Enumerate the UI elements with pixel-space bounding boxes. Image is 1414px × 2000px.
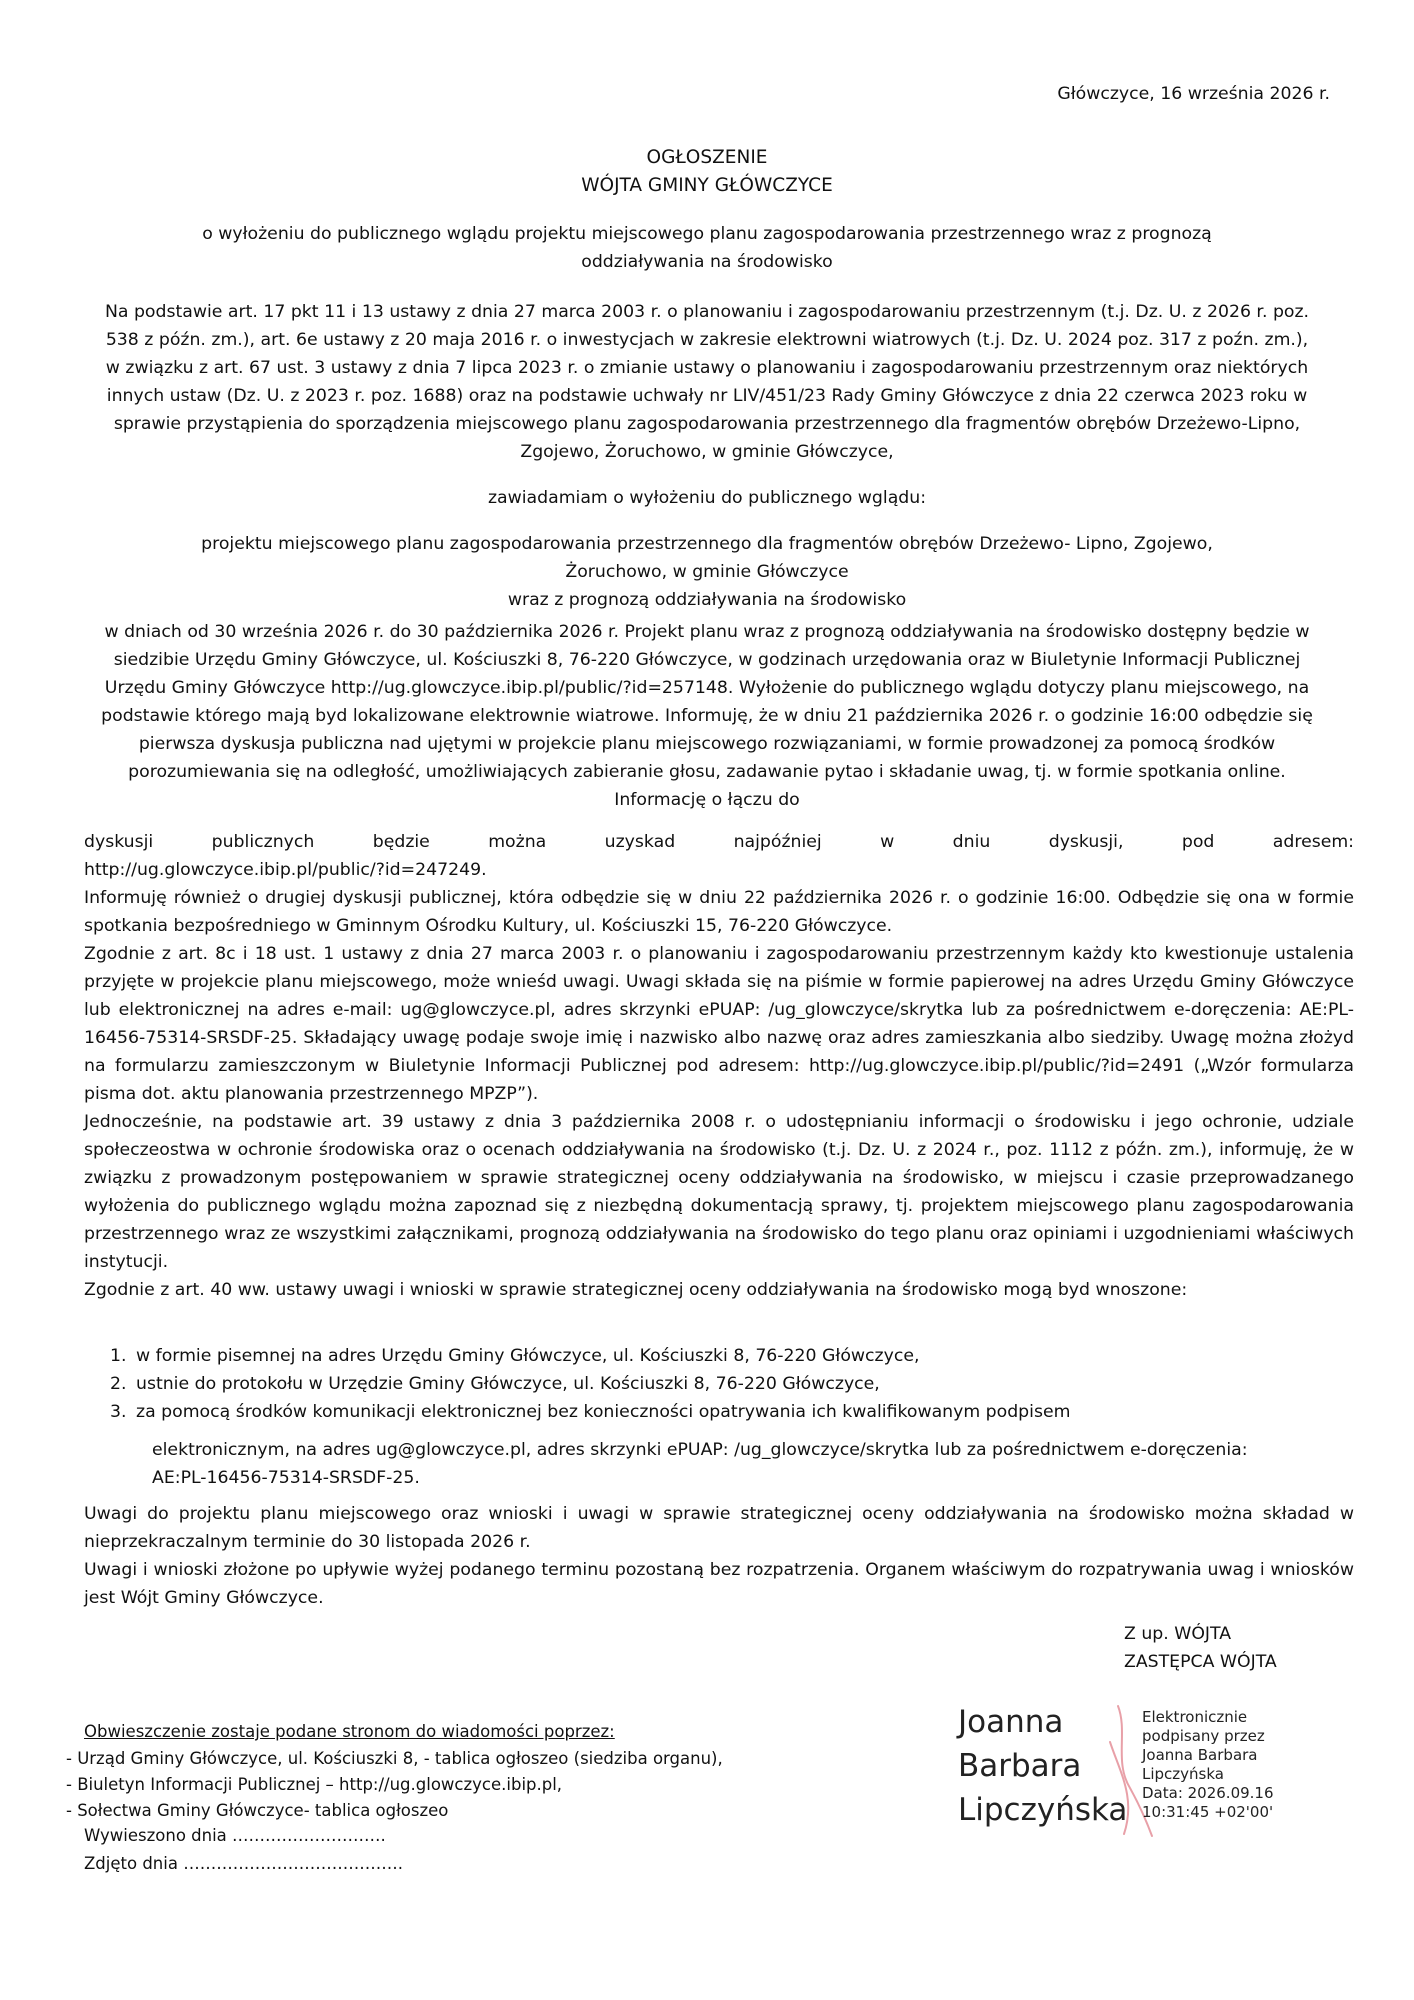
list-item: 2. ustnie do protokołu w Urzędzie Gminy Główczyce, ul. Kościuszki 8, 76-220 Główczyce, (132, 1370, 1272, 1398)
notice-heading: Obwieszczenie zostaje podane stronom do wiadomości poprzez: (84, 1722, 615, 1741)
sig-info-line: podpisany przez (1142, 1727, 1265, 1745)
removed-date-line: Zdjęto dnia …………………………………. (84, 1854, 403, 1873)
signer-name-line-2: Barbara (958, 1748, 1082, 1784)
notice-list (66, 1746, 723, 1824)
late-submission-paragraph: Uwagi i wnioski złożone po upływie wyżej podanego terminu pozostaną bez rozpatrzenia. Organem właściwym do rozpatrywania uwag i wniosków jest Wójt Gminy Główczyce. (84, 1560, 1354, 1608)
art40-paragraph: Zgodnie z art. 40 ww. ustawy uwagi i wnioski w sprawie strategicznej oceny oddziaływania na środowisko mogą byd wnoszone: (84, 1280, 1188, 1300)
dates-paragraph: w dniach od 30 września 2026 r. do 30 października 2026 r. Projekt planu wraz z prognozą oddziaływania na środowisko dostępny będzie w siedzibie Urzędu Gminy Główczyce, ul. Kościuszki 8, 76-220 Główczyce, w godzinach urzędowania oraz w Biuletynie Informacji Publicznej Urzędu Gminy Główczyce http://ug.glowczyce.ibip.pl/public/?id=257148. Wyłożenie do publicznego wglądu dotyczy planu miejscowego, na podstawie którego mają byd lokalizowane elektrownie wiatrowe. Informuję, że w dniu 21 października 2026 r. o godzinie 16:00 odbędzie się pierwsza dyskusja publiczna nad ujętymi w projekcie planu miejscowego rozwiązaniami, w formie prowadzonej za pomocą środków porozumiewania się na odległość, umożliwiających zabieranie głosu, zadawanie pytao i składanie uwag, tj. w formie spotkania online. Informację o łączu do (101, 622, 1313, 810)
project-line-2: Żoruchowo, w gminie Główczyce (565, 562, 849, 582)
project-name (130, 530, 1284, 614)
environment-paragraph: Jednocześnie, na podstawie art. 39 ustawy z dnia 3 października 2008 r. o udostępnianiu informacji o środowisku i jego ochronie, udziale społeczeostwa w ochronie środowiska oraz o ocenach oddziaływania na środowisko (t.j. Dz. U. z 2024 r., poz. 1112 z późn. zm.), informuję, że w związku z prowadzonym postępowaniem w sprawie strategicznej oceny oddziaływania na środowisko, w miejscu i czasie przeprowadzanego wyłożenia do publicznego wglądu można zapoznad się z niezbędną dokumentacją sprawy, tj. projektem miejscowego planu zagospodarowania przestrzennego wraz ze wszystkimi załącznikami, prognozą oddziaływania na środowisko do tego planu oraz opiniami i uzgodnieniami właściwych instytucji. (84, 1112, 1354, 1272)
submission-methods-list (104, 1342, 1272, 1426)
announcement-title (200, 144, 1214, 200)
list-item: - Biuletyn Informacji Publicznej – http://ug.glowczyce.ibip.pl, (66, 1775, 563, 1794)
deadline-paragraph: Uwagi do projektu planu miejscowego oraz wnioski i uwagi w sprawie strategicznej oceny oddziaływania na środowisko można składad w nieprzekraczalnym terminie do 30 listopada 2026 r. (84, 1504, 1354, 1552)
announcement-subtitle: o wyłożeniu do publicznego wglądu projektu miejscowego planu zagospodarowania przestrzennego wraz z prognozą oddziaływania na środowisko (202, 224, 1212, 272)
list-item: - Urząd Gminy Główczyce, ul. Kościuszki 8, - tablica ogłoszeo (siedziba organu), (66, 1749, 723, 1768)
posting-record (84, 1822, 403, 1878)
online-info-url: http://ug.glowczyce.ibip.pl/public/?id=247249. (84, 860, 487, 880)
role-line-2: ZASTĘPCA WÓJTA (1124, 1652, 1277, 1672)
digital-signature-info (1142, 1708, 1352, 1822)
title-line-2: WÓJTA GMINY GŁÓWCZYCE (581, 175, 833, 196)
title-line-1: OGŁOSZENIE (646, 147, 768, 168)
sig-info-line: 10:31:45 +02'00' (1142, 1803, 1274, 1821)
notification-line: zawiadamiam o wyłożeniu do publicznego wglądu: (487, 488, 927, 508)
closing-text (84, 1500, 1354, 1612)
list-item: 3. za pomocą środków komunikacji elektronicznej bez konieczności opatrywania ich kwalifikowanym podpisem (132, 1398, 1272, 1426)
role-line-1: Z up. WÓJTA (1124, 1624, 1232, 1644)
list-item: - Sołectwa Gminy Główczyce- tablica ogłoszeo (66, 1801, 449, 1820)
submission-method-continuation: elektronicznym, na adres ug@glowczyce.pl, adres skrzynki ePUAP: /ug_glowczyce/skrytka lub za pośrednictwem e-doręczenia: AE:PL-16456-75314-SRSDF-25. (152, 1440, 1248, 1488)
posted-date-line: Wywieszono dnia ………………………. (84, 1826, 386, 1845)
online-info-first-line: dyskusji publicznych będzie można uzyskad najpóźniej w dniu dyskusji, pod adresem: (84, 832, 1354, 852)
sig-info-line: Data: 2026.09.16 (1142, 1784, 1274, 1802)
body-text (84, 828, 1354, 1304)
signer-name-line-1: Joanna (958, 1704, 1064, 1740)
second-discussion-paragraph: Informuję również o drugiej dyskusji publicznej, która odbędzie się w dniu 22 października 2026 r. o godzinie 16:00. Odbędzie się ona w formie spotkania bezpośredniego w Gminnym Ośrodku Kultury, ul. Kościuszki 15, 76-220 Główczyce. (84, 888, 1354, 936)
signer-name-line-3: Lipczyńska (958, 1792, 1128, 1828)
project-line-1: projektu miejscowego planu zagospodarowania przestrzennego dla fragmentów obrębów Drzeżewo- Lipno, Zgojewo, (201, 534, 1213, 554)
project-line-3: wraz z prognozą oddziaływania na środowisko (507, 590, 907, 610)
sig-info-line: Lipczyńska (1142, 1765, 1224, 1783)
list-item: 1. w formie pisemnej na adres Urzędu Gminy Główczyce, ul. Kościuszki 8, 76-220 Główczyce, (132, 1342, 1272, 1370)
sig-info-line: Elektronicznie (1142, 1708, 1248, 1726)
date-line: Główczyce, 16 września 2026 r. (1057, 84, 1330, 104)
remarks-paragraph: Zgodnie z art. 8c i 18 ust. 1 ustawy z dnia 27 marca 2003 r. o planowaniu i zagospodarowaniu przestrzennym każdy kto kwestionuje ustalenia przyjęte w projekcie planu miejscowego, może wnieśd uwagi. Uwagi składa się na piśmie w formie papierowej na adres Urzędu Gminy Główczyce lub elektronicznej na adres e-mail: ug@glowczyce.pl, adres skrzynki ePUAP: /ug_glowczyce/skrytka lub za pośrednictwem e-doręczenia: AE:PL-16456-75314-SRSDF-25. Składający uwagę podaje swoje imię i nazwisko albo nazwę oraz adres zamieszkania albo siedziby. Uwagę można złożyd na formularzu zamieszczonym w Biuletynie Informacji Publicznej pod adresem: http://ug.glowczyce.ibip.pl/public/?id=2491 („Wzór formularza pisma dot. aktu planowania przestrzennego MPZP”). (84, 944, 1354, 1104)
sig-info-line: Joanna Barbara (1142, 1746, 1258, 1764)
signatory-role (1124, 1620, 1344, 1676)
legal-basis-paragraph: Na podstawie art. 17 pkt 11 i 13 ustawy z dnia 27 marca 2003 r. o planowaniu i zagospodarowaniu przestrzennym (t.j. Dz. U. z 2026 r. poz. 538 z późn. zm.), art. 6e ustawy z 20 maja 2016 r. o inwestycjach w zakresie elektrowni wiatrowych (t.j. Dz. U. 2024 poz. 317 z poźn. zm.), w związku z art. 67 ust. 3 ustawy z dnia 7 lipca 2023 r. o zmianie ustawy o planowaniu i zagospodarowaniu przestrzennym oraz niektórych innych ustaw (Dz. U. z 2023 r. poz. 1688) oraz na podstawie uchwały nr LIV/451/23 Rady Gminy Główczyce z dnia 22 czerwca 2023 roku w sprawie przystąpienia do sporządzenia miejscowego planu zagospodarowania przestrzennego dla fragmentów obrębów Drzeżewo-Lipno, Zgojewo, Żoruchowo, w gminie Główczyce, (104, 302, 1310, 462)
